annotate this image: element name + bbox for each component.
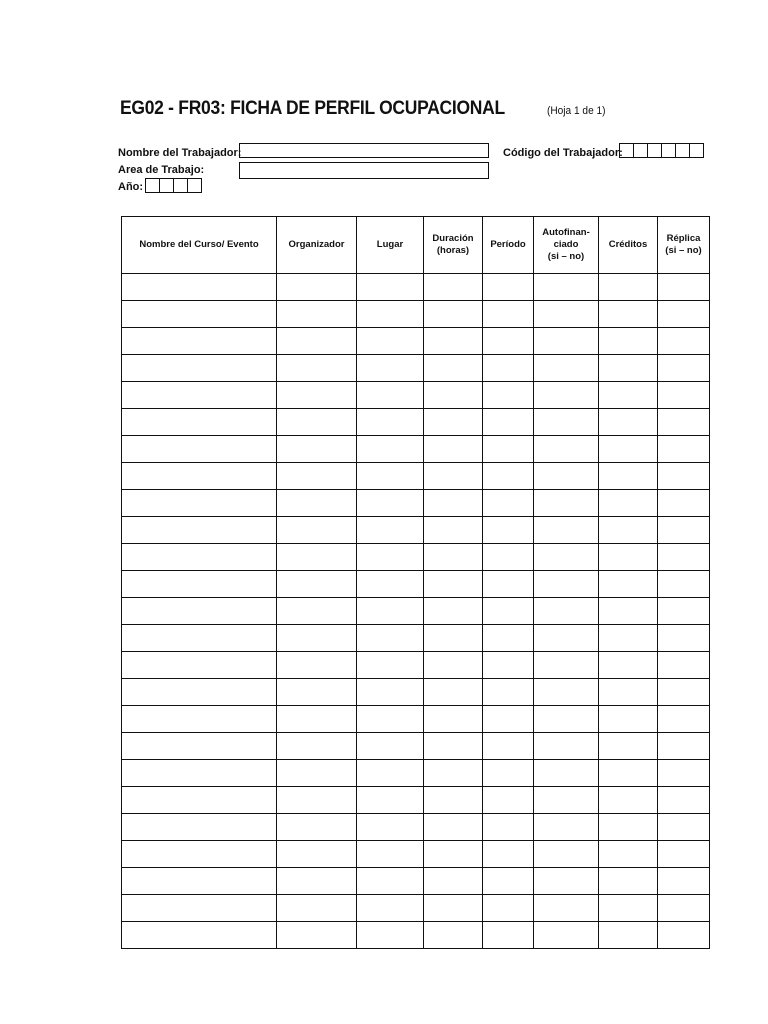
cell-credits[interactable]	[599, 571, 658, 598]
cell-duration[interactable]	[424, 436, 483, 463]
year-digit-box[interactable]	[145, 178, 160, 193]
table-row	[122, 598, 710, 625]
cell-selffunded[interactable]	[534, 436, 599, 463]
cell-credits[interactable]	[599, 760, 658, 787]
cell-period[interactable]	[483, 274, 534, 301]
cell-place[interactable]	[357, 571, 424, 598]
cell-period[interactable]	[483, 598, 534, 625]
cell-duration[interactable]	[424, 517, 483, 544]
cell-replica[interactable]	[658, 679, 710, 706]
cell-course[interactable]	[122, 544, 277, 571]
cell-selffunded[interactable]	[534, 598, 599, 625]
code-digit-box[interactable]	[689, 143, 704, 158]
cell-period[interactable]	[483, 760, 534, 787]
cell-replica[interactable]	[658, 598, 710, 625]
cell-credits[interactable]	[599, 841, 658, 868]
cell-selffunded[interactable]	[534, 382, 599, 409]
cell-period[interactable]	[483, 436, 534, 463]
cell-place[interactable]	[357, 679, 424, 706]
cell-organizer[interactable]	[277, 436, 357, 463]
cell-duration[interactable]	[424, 355, 483, 382]
cell-credits[interactable]	[599, 787, 658, 814]
cell-period[interactable]	[483, 355, 534, 382]
cell-replica[interactable]	[658, 517, 710, 544]
cell-credits[interactable]	[599, 463, 658, 490]
cell-period[interactable]	[483, 706, 534, 733]
form-title-main: EG02 - FR03: FICHA DE PERFIL OCUPACIONAL	[120, 98, 505, 119]
cell-replica[interactable]	[658, 760, 710, 787]
cell-credits[interactable]	[599, 382, 658, 409]
cell-duration[interactable]	[424, 625, 483, 652]
cell-period[interactable]	[483, 895, 534, 922]
cell-credits[interactable]	[599, 814, 658, 841]
code-digit-box[interactable]	[661, 143, 676, 158]
cell-period[interactable]	[483, 544, 534, 571]
cell-duration[interactable]	[424, 814, 483, 841]
cell-place[interactable]	[357, 409, 424, 436]
cell-credits[interactable]	[599, 895, 658, 922]
cell-place[interactable]	[357, 598, 424, 625]
cell-replica[interactable]	[658, 706, 710, 733]
table-row	[122, 706, 710, 733]
cell-selffunded[interactable]	[534, 868, 599, 895]
cell-replica[interactable]	[658, 841, 710, 868]
cell-duration[interactable]	[424, 922, 483, 949]
cell-replica[interactable]	[658, 355, 710, 382]
worker-code-label: Código del Trabajador:	[503, 147, 623, 159]
cell-organizer[interactable]	[277, 517, 357, 544]
cell-place[interactable]	[357, 544, 424, 571]
table-row	[122, 652, 710, 679]
cell-replica[interactable]	[658, 733, 710, 760]
cell-selffunded[interactable]	[534, 922, 599, 949]
code-digit-box[interactable]	[619, 143, 634, 158]
cell-credits[interactable]	[599, 355, 658, 382]
cell-credits[interactable]	[599, 679, 658, 706]
cell-replica[interactable]	[658, 895, 710, 922]
cell-place[interactable]	[357, 706, 424, 733]
table-row	[122, 544, 710, 571]
cell-course[interactable]	[122, 868, 277, 895]
cell-organizer[interactable]	[277, 841, 357, 868]
cell-course[interactable]	[122, 760, 277, 787]
cell-course[interactable]	[122, 652, 277, 679]
cell-place[interactable]	[357, 301, 424, 328]
cell-place[interactable]	[357, 625, 424, 652]
code-digit-box[interactable]	[633, 143, 648, 158]
cell-course[interactable]	[122, 355, 277, 382]
cell-course[interactable]	[122, 922, 277, 949]
table-row	[122, 490, 710, 517]
cell-credits[interactable]	[599, 544, 658, 571]
col-duration-header: Duración (horas)	[424, 217, 483, 274]
cell-organizer[interactable]	[277, 760, 357, 787]
cell-period[interactable]	[483, 409, 534, 436]
cell-organizer[interactable]	[277, 625, 357, 652]
cell-place[interactable]	[357, 922, 424, 949]
cell-credits[interactable]	[599, 598, 658, 625]
cell-selffunded[interactable]	[534, 301, 599, 328]
cell-selffunded[interactable]	[534, 544, 599, 571]
cell-place[interactable]	[357, 868, 424, 895]
cell-place[interactable]	[357, 490, 424, 517]
cell-replica[interactable]	[658, 436, 710, 463]
cell-place[interactable]	[357, 760, 424, 787]
cell-organizer[interactable]	[277, 652, 357, 679]
cell-place[interactable]	[357, 463, 424, 490]
cell-credits[interactable]	[599, 436, 658, 463]
work-area-field[interactable]	[239, 162, 489, 179]
cell-credits[interactable]	[599, 922, 658, 949]
cell-selffunded[interactable]	[534, 409, 599, 436]
cell-duration[interactable]	[424, 571, 483, 598]
cell-replica[interactable]	[658, 382, 710, 409]
cell-period[interactable]	[483, 571, 534, 598]
cell-duration[interactable]	[424, 733, 483, 760]
table-row	[122, 517, 710, 544]
cell-course[interactable]	[122, 598, 277, 625]
cell-period[interactable]	[483, 814, 534, 841]
table-header-row	[122, 217, 710, 274]
cell-credits[interactable]	[599, 625, 658, 652]
cell-course[interactable]	[122, 706, 277, 733]
form-title	[120, 98, 610, 120]
code-digit-box[interactable]	[647, 143, 662, 158]
worker-code-boxes[interactable]	[619, 143, 704, 158]
cell-organizer[interactable]	[277, 490, 357, 517]
table-row	[122, 760, 710, 787]
cell-place[interactable]	[357, 436, 424, 463]
cell-course[interactable]	[122, 733, 277, 760]
cell-organizer[interactable]	[277, 409, 357, 436]
cell-period[interactable]	[483, 679, 534, 706]
cell-selffunded[interactable]	[534, 571, 599, 598]
table-body	[122, 274, 710, 949]
cell-duration[interactable]	[424, 328, 483, 355]
cell-organizer[interactable]	[277, 382, 357, 409]
table-row	[122, 436, 710, 463]
table-row	[122, 679, 710, 706]
cell-course[interactable]	[122, 787, 277, 814]
table-row	[122, 463, 710, 490]
cell-organizer[interactable]	[277, 679, 357, 706]
cell-period[interactable]	[483, 490, 534, 517]
cell-course[interactable]	[122, 571, 277, 598]
cell-course[interactable]	[122, 517, 277, 544]
cell-period[interactable]	[483, 517, 534, 544]
cell-duration[interactable]	[424, 868, 483, 895]
cell-selffunded[interactable]	[534, 274, 599, 301]
cell-selffunded[interactable]	[534, 895, 599, 922]
cell-selffunded[interactable]	[534, 517, 599, 544]
year-label: Año:	[118, 181, 144, 193]
table-row	[122, 355, 710, 382]
cell-selffunded[interactable]	[534, 787, 599, 814]
cell-replica[interactable]	[658, 814, 710, 841]
cell-course[interactable]	[122, 679, 277, 706]
cell-duration[interactable]	[424, 490, 483, 517]
cell-place[interactable]	[357, 814, 424, 841]
cell-selffunded[interactable]	[534, 841, 599, 868]
cell-course[interactable]	[122, 274, 277, 301]
cell-replica[interactable]	[658, 409, 710, 436]
cell-organizer[interactable]	[277, 706, 357, 733]
cell-selffunded[interactable]	[534, 355, 599, 382]
cell-selffunded[interactable]	[534, 625, 599, 652]
cell-credits[interactable]	[599, 490, 658, 517]
cell-organizer[interactable]	[277, 868, 357, 895]
table-row	[122, 625, 710, 652]
cell-course[interactable]	[122, 814, 277, 841]
cell-period[interactable]	[483, 922, 534, 949]
cell-course[interactable]	[122, 436, 277, 463]
cell-credits[interactable]	[599, 328, 658, 355]
table-row	[122, 841, 710, 868]
cell-course[interactable]	[122, 328, 277, 355]
table-row	[122, 814, 710, 841]
cell-replica[interactable]	[658, 571, 710, 598]
cell-course[interactable]	[122, 625, 277, 652]
cell-duration[interactable]	[424, 706, 483, 733]
table-row	[122, 922, 710, 949]
year-boxes[interactable]	[145, 178, 202, 193]
cell-organizer[interactable]	[277, 733, 357, 760]
cell-organizer[interactable]	[277, 463, 357, 490]
cell-period[interactable]	[483, 625, 534, 652]
table-row	[122, 328, 710, 355]
cell-organizer[interactable]	[277, 328, 357, 355]
table-row	[122, 868, 710, 895]
worker-name-field[interactable]	[239, 143, 489, 158]
cell-credits[interactable]	[599, 706, 658, 733]
cell-duration[interactable]	[424, 301, 483, 328]
cell-course[interactable]	[122, 301, 277, 328]
cell-replica[interactable]	[658, 544, 710, 571]
cell-duration[interactable]	[424, 382, 483, 409]
cell-selffunded[interactable]	[534, 760, 599, 787]
cell-duration[interactable]	[424, 787, 483, 814]
cell-place[interactable]	[357, 274, 424, 301]
col-period-header: Período	[483, 217, 534, 274]
cell-replica[interactable]	[658, 787, 710, 814]
table-row	[122, 895, 710, 922]
table-row	[122, 274, 710, 301]
cell-organizer[interactable]	[277, 274, 357, 301]
cell-credits[interactable]	[599, 733, 658, 760]
cell-replica[interactable]	[658, 463, 710, 490]
cell-duration[interactable]	[424, 652, 483, 679]
cell-credits[interactable]	[599, 652, 658, 679]
cell-selffunded[interactable]	[534, 652, 599, 679]
cell-duration[interactable]	[424, 544, 483, 571]
cell-place[interactable]	[357, 841, 424, 868]
cell-duration[interactable]	[424, 841, 483, 868]
table-row	[122, 301, 710, 328]
cell-replica[interactable]	[658, 274, 710, 301]
col-course-header: Nombre del Curso/ Evento	[122, 217, 277, 274]
table-row	[122, 409, 710, 436]
cell-place[interactable]	[357, 328, 424, 355]
cell-course[interactable]	[122, 490, 277, 517]
cell-selffunded[interactable]	[534, 490, 599, 517]
table-row	[122, 571, 710, 598]
cell-duration[interactable]	[424, 409, 483, 436]
cell-place[interactable]	[357, 517, 424, 544]
sheet-indicator: (Hoja 1 de 1)	[546, 105, 606, 117]
cell-organizer[interactable]	[277, 544, 357, 571]
cell-replica[interactable]	[658, 490, 710, 517]
col-organizer-header: Organizador	[277, 217, 357, 274]
cell-organizer[interactable]	[277, 301, 357, 328]
cell-replica[interactable]	[658, 652, 710, 679]
cell-place[interactable]	[357, 787, 424, 814]
cell-credits[interactable]	[599, 868, 658, 895]
col-selffunded-header: Autofinan- ciado (si – no)	[534, 217, 599, 274]
cell-period[interactable]	[483, 382, 534, 409]
cell-credits[interactable]	[599, 301, 658, 328]
cell-duration[interactable]	[424, 463, 483, 490]
year-digit-box[interactable]	[173, 178, 188, 193]
cell-replica[interactable]	[658, 301, 710, 328]
cell-organizer[interactable]	[277, 814, 357, 841]
cell-selffunded[interactable]	[534, 706, 599, 733]
cell-period[interactable]	[483, 787, 534, 814]
cell-selffunded[interactable]	[534, 814, 599, 841]
cell-selffunded[interactable]	[534, 733, 599, 760]
cell-selffunded[interactable]	[534, 463, 599, 490]
cell-replica[interactable]	[658, 625, 710, 652]
cell-period[interactable]	[483, 733, 534, 760]
cell-duration[interactable]	[424, 760, 483, 787]
cell-place[interactable]	[357, 895, 424, 922]
year-digit-box[interactable]	[187, 178, 202, 193]
worker-name-label: Nombre del Trabajador:	[118, 147, 242, 159]
table-row	[122, 382, 710, 409]
year-digit-box[interactable]	[159, 178, 174, 193]
cell-course[interactable]	[122, 382, 277, 409]
cell-organizer[interactable]	[277, 598, 357, 625]
cell-credits[interactable]	[599, 517, 658, 544]
cell-replica[interactable]	[658, 328, 710, 355]
cell-selffunded[interactable]	[534, 328, 599, 355]
cell-course[interactable]	[122, 895, 277, 922]
cell-course[interactable]	[122, 463, 277, 490]
cell-organizer[interactable]	[277, 787, 357, 814]
training-table	[121, 216, 710, 949]
cell-duration[interactable]	[424, 598, 483, 625]
col-replica-header: Réplica (si – no)	[658, 217, 710, 274]
col-credits-header: Créditos	[599, 217, 658, 274]
cell-duration[interactable]	[424, 679, 483, 706]
cell-organizer[interactable]	[277, 922, 357, 949]
table-row	[122, 733, 710, 760]
cell-organizer[interactable]	[277, 571, 357, 598]
cell-replica[interactable]	[658, 868, 710, 895]
cell-course[interactable]	[122, 409, 277, 436]
cell-duration[interactable]	[424, 274, 483, 301]
cell-place[interactable]	[357, 652, 424, 679]
cell-period[interactable]	[483, 328, 534, 355]
cell-organizer[interactable]	[277, 895, 357, 922]
cell-place[interactable]	[357, 382, 424, 409]
cell-credits[interactable]	[599, 409, 658, 436]
cell-organizer[interactable]	[277, 355, 357, 382]
cell-credits[interactable]	[599, 274, 658, 301]
cell-place[interactable]	[357, 733, 424, 760]
cell-period[interactable]	[483, 463, 534, 490]
col-place-header: Lugar	[357, 217, 424, 274]
cell-course[interactable]	[122, 841, 277, 868]
cell-period[interactable]	[483, 652, 534, 679]
cell-replica[interactable]	[658, 922, 710, 949]
work-area-label: Area de Trabajo:	[118, 164, 205, 176]
cell-period[interactable]	[483, 868, 534, 895]
cell-selffunded[interactable]	[534, 679, 599, 706]
cell-place[interactable]	[357, 355, 424, 382]
cell-period[interactable]	[483, 841, 534, 868]
table-row	[122, 787, 710, 814]
cell-duration[interactable]	[424, 895, 483, 922]
cell-period[interactable]	[483, 301, 534, 328]
code-digit-box[interactable]	[675, 143, 690, 158]
